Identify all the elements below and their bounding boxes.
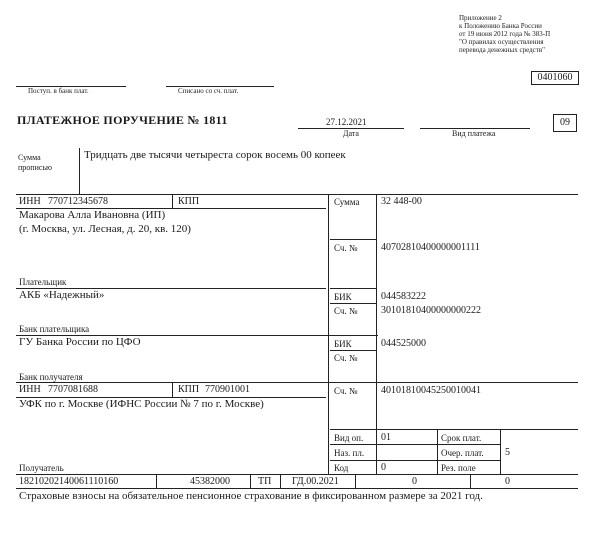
appendix-line-5: перевода денежных средств"	[459, 46, 546, 54]
payee-inn: 7707081688	[48, 384, 98, 395]
appendix-line-3: от 19 июня 2012 года № 383-П	[459, 30, 551, 38]
received-label: Поступ. в банк плат.	[28, 87, 89, 95]
payer-inn-label: ИНН	[19, 196, 41, 207]
payer-label: Плательщик	[19, 277, 67, 287]
payee-account: 40101810045250010041	[381, 385, 481, 396]
payer-bank-name: АКБ «Надежный»	[19, 289, 105, 301]
tax-kbk: 18210202140061110160	[19, 476, 119, 487]
appendix-line-1: Приложение 2	[459, 14, 502, 22]
payer-bik: 044583222	[381, 291, 426, 302]
code-value: 0	[381, 462, 386, 473]
payer-bank-account-label: Сч. №	[334, 306, 358, 316]
tax-period: ГД.00.2021	[292, 476, 339, 487]
payer-bank-account: 30101810400000000222	[381, 305, 481, 316]
payee-inn-label: ИНН	[19, 384, 41, 395]
payer-account: 40702810400000001111	[381, 242, 480, 253]
date-value: 27.12.2021	[326, 117, 367, 127]
payment-type-label: Вид платежа	[452, 129, 496, 138]
payer-address: (г. Москва, ул. Лесная, д. 20, кв. 120)	[19, 223, 191, 235]
payer-bik-label: БИК	[334, 292, 352, 302]
date-label: Дата	[343, 129, 359, 138]
op-type-label: Вид оп.	[334, 433, 364, 443]
amount-words-label-1: Сумма	[18, 153, 41, 162]
payee-name: УФК по г. Москве (ИФНС России № 7 по г. Москве)	[19, 398, 264, 410]
payee-bik-label: БИК	[334, 339, 352, 349]
amount-in-words: Тридцать две тысячи четыреста сорок восемь 00 копеек	[84, 149, 346, 161]
payee-account-label: Сч. №	[334, 386, 358, 396]
payer-account-label: Сч. №	[334, 243, 358, 253]
sum-label: Сумма	[334, 197, 360, 207]
priority-value: 5	[505, 447, 510, 458]
payee-bank-account-label: Сч. №	[334, 353, 358, 363]
sum-value: 32 448-00	[381, 196, 422, 207]
appendix-line-4: "О правилах осуществления	[459, 38, 544, 46]
payer-name: Макарова Алла Ивановна (ИП)	[19, 209, 166, 221]
tax-doc-date: 0	[505, 476, 510, 487]
payee-bank-label: Банк получателя	[19, 372, 83, 382]
priority-label: Очер. плат.	[441, 448, 484, 458]
payee-label: Получатель	[19, 463, 64, 473]
form-code: 0401060	[531, 71, 579, 85]
tax-doc-number: 0	[412, 476, 417, 487]
amount-words-label-2: прописью	[18, 163, 53, 172]
page-title: ПЛАТЕЖНОЕ ПОРУЧЕНИЕ № 1811	[17, 113, 228, 127]
payee-bank-name: ГУ Банка России по ЦФО	[19, 336, 141, 348]
appendix-line-2: к Положению Банка России	[459, 22, 542, 30]
purpose-code-label: Наз. пл.	[334, 448, 365, 458]
code-label: Код	[334, 463, 349, 473]
status-code: 09	[553, 114, 577, 132]
payer-kpp-label: КПП	[178, 196, 200, 207]
reserve-label: Рез. поле	[441, 463, 476, 473]
tax-oktmo: 45382000	[190, 476, 230, 487]
op-type: 01	[381, 432, 391, 443]
payer-inn: 770712345678	[48, 196, 108, 207]
payer-bank-label: Банк плательщика	[19, 324, 90, 334]
term-label: Срок плат.	[441, 433, 482, 443]
payee-kpp-label: КПП	[178, 384, 200, 395]
tax-basis: ТП	[258, 476, 272, 487]
payment-purpose: Страховые взносы на обязательное пенсионное страхование в фиксированном размере за 2021 год.	[19, 490, 483, 502]
payee-kpp: 770901001	[205, 384, 250, 395]
debited-label: Списано со сч. плат.	[178, 87, 239, 95]
payee-bik: 044525000	[381, 338, 426, 349]
